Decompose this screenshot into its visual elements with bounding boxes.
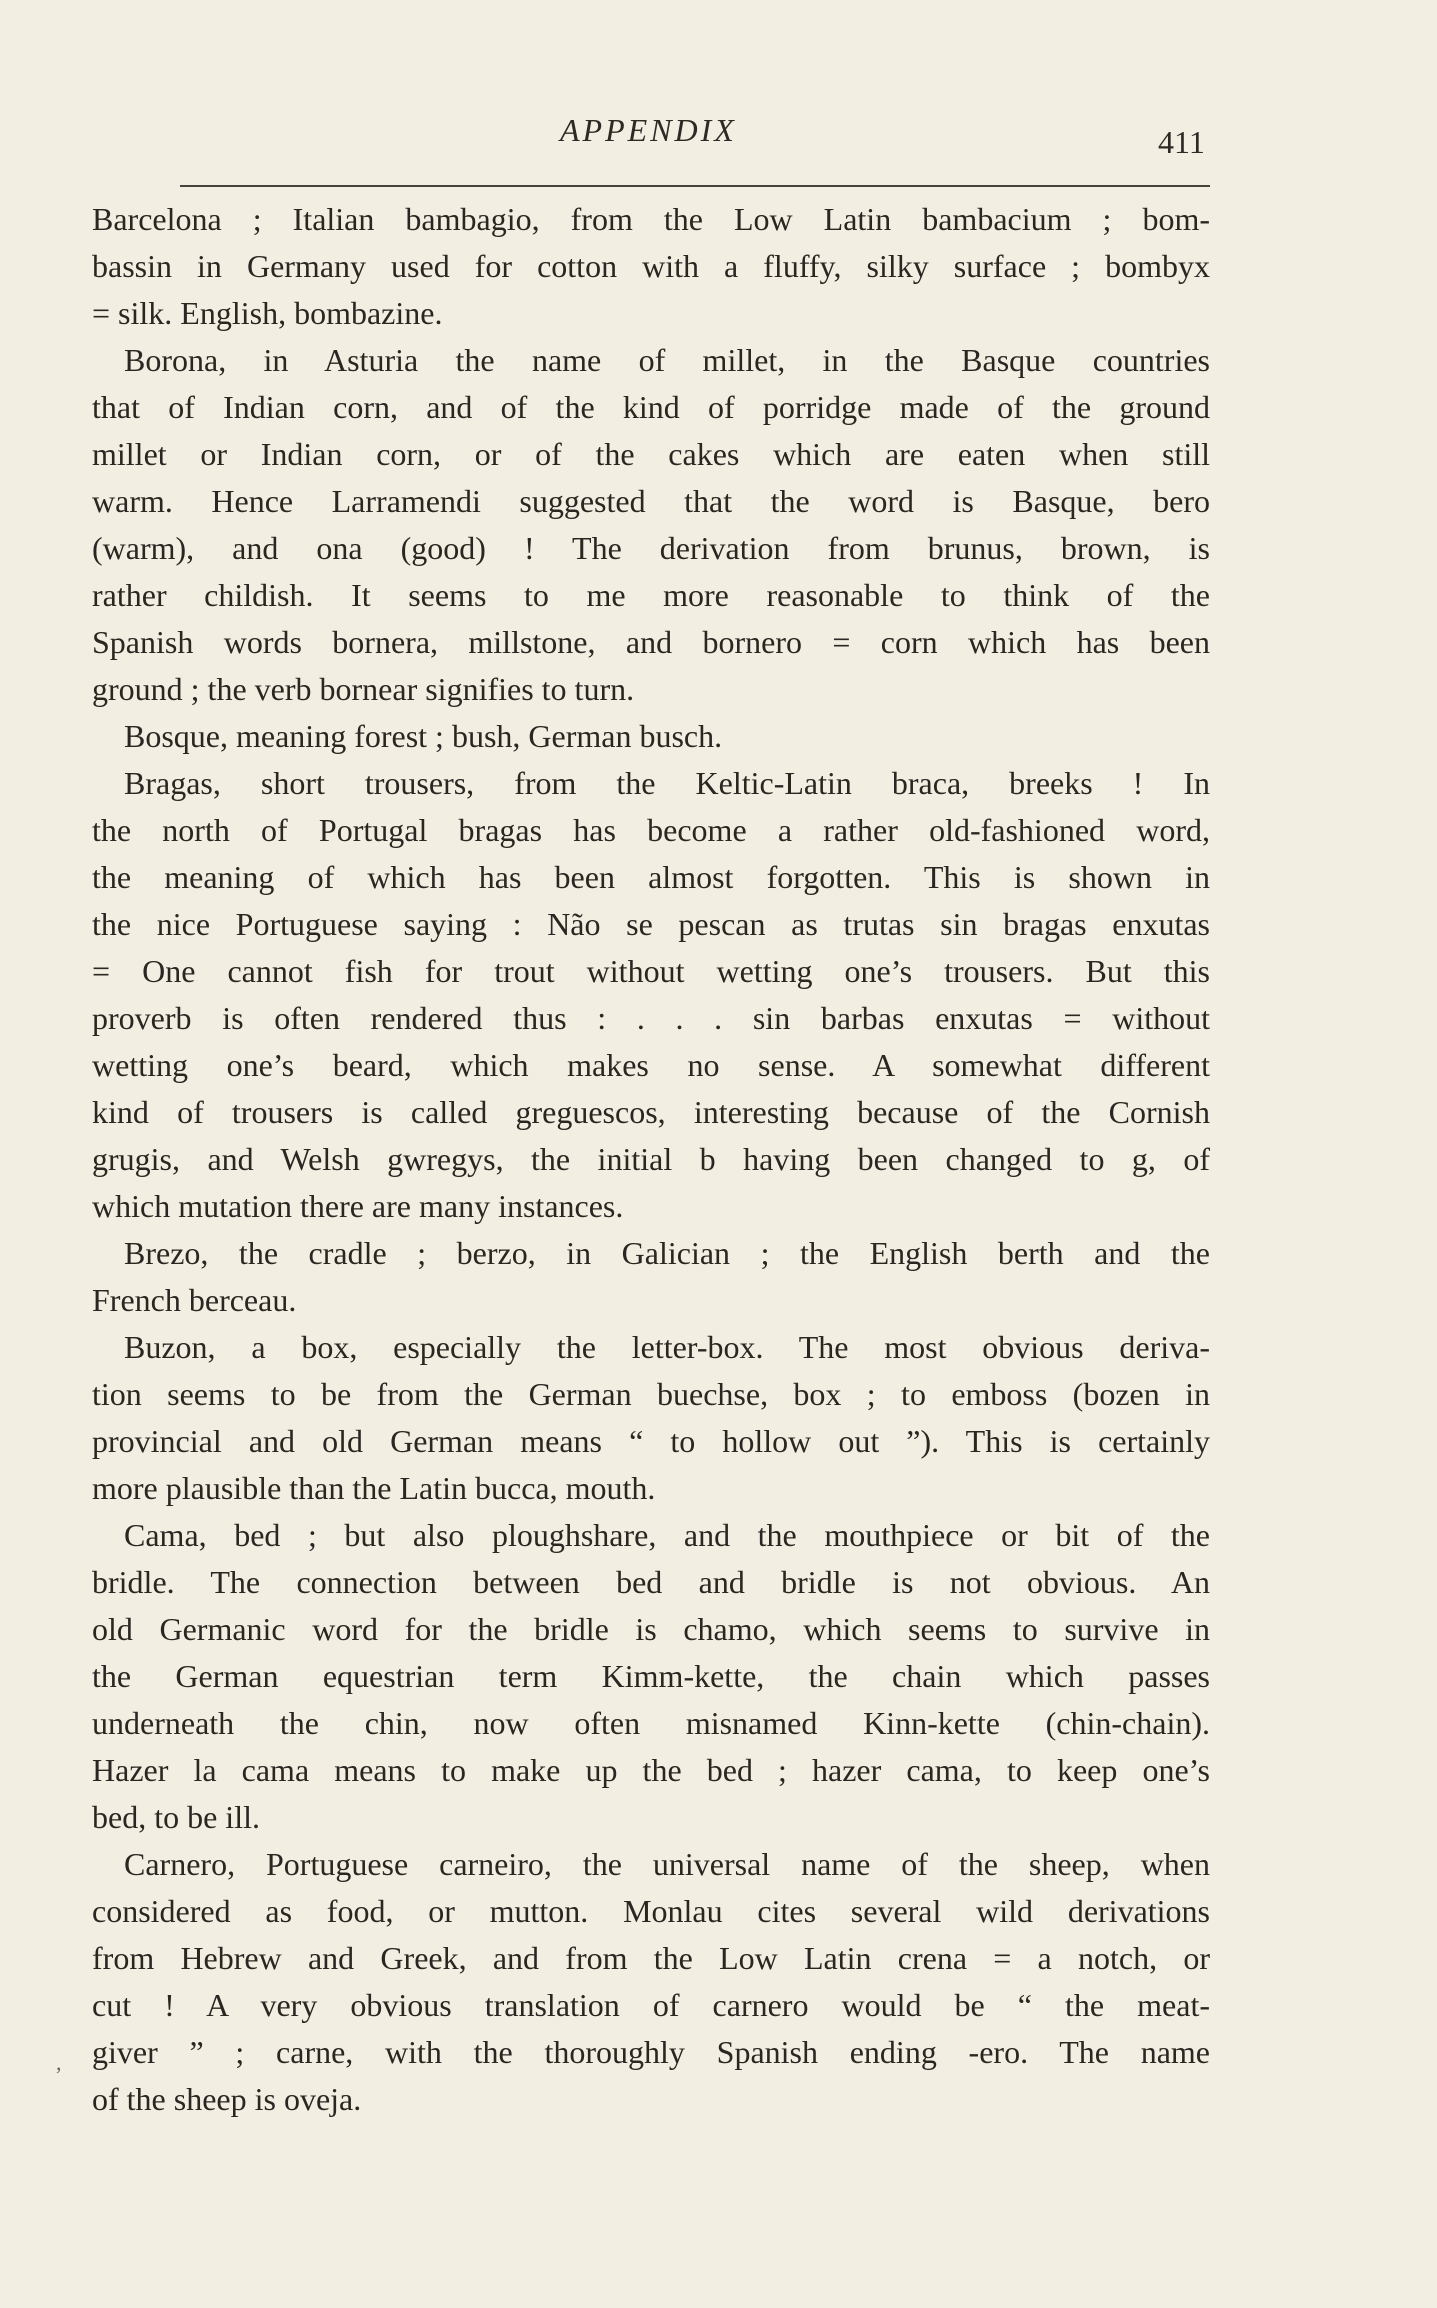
text-line: from Hebrew and Greek, and from the Low Latin crena = a notch, or: [92, 1940, 1210, 1976]
text-line: bassin in Germany used for cotton with a fluffy, silky surface ; bombyx: [92, 248, 1210, 284]
text-line: warm. Hence Larramendi suggested that the word is Basque, bero: [92, 483, 1210, 519]
entry-line-carnero: Carnero, Portuguese carneiro, the universal name of the sheep, when: [124, 1846, 1210, 1882]
text-line: bed, to be ill.: [92, 1799, 260, 1835]
text-line: the German equestrian term Kimm-kette, the chain which passes: [92, 1658, 1210, 1694]
header-rule: [180, 185, 1210, 187]
entry-line-brezo: Brezo, the cradle ; berzo, in Galician ; the English berth and the: [124, 1235, 1210, 1271]
text-line: kind of trousers is called greguescos, interesting because of the Cornish: [92, 1094, 1210, 1130]
body-text: [92, 196, 1210, 2123]
entry-line-borona: Borona, in Asturia the name of millet, in the Basque countries: [124, 342, 1210, 378]
entry-line-bosque: Bosque, meaning forest ; bush, German busch.: [124, 718, 723, 754]
text-line: the nice Portuguese saying : Não se pescan as trutas sin bragas enxutas: [92, 906, 1210, 942]
text-line: of the sheep is oveja.: [92, 2081, 362, 2117]
text-line: Hazer la cama means to make up the bed ; hazer cama, to keep one’s: [92, 1752, 1210, 1788]
text-line: (warm), and ona (good) ! The derivation from brunus, brown, is: [92, 530, 1210, 566]
running-title: APPENDIX: [560, 112, 737, 148]
text-line: grugis, and Welsh gwregys, the initial b having been changed to g, of: [92, 1141, 1210, 1177]
page-number: 411: [1158, 124, 1205, 160]
text-line: ground ; the verb bornear signifies to turn.: [92, 671, 635, 707]
text-line: more plausible than the Latin bucca, mouth.: [92, 1470, 656, 1506]
text-line: cut ! A very obvious translation of carnero would be “ the meat-: [92, 1987, 1210, 2023]
text-line: the meaning of which has been almost forgotten. This is shown in: [92, 859, 1210, 895]
text-line: = silk. English, bombazine.: [92, 295, 443, 331]
text-line: = One cannot fish for trout without wetting one’s trousers. But this: [92, 953, 1210, 989]
text-line: millet or Indian corn, or of the cakes which are eaten when still: [92, 436, 1210, 472]
text-line: proverb is often rendered thus : . . . sin barbas enxutas = without: [92, 1000, 1210, 1036]
text-line: the north of Portugal bragas has become a rather old-fashioned word,: [92, 812, 1210, 848]
text-line: underneath the chin, now often misnamed Kinn-kette (chin-chain).: [92, 1705, 1210, 1741]
text-line: rather childish. It seems to me more reasonable to think of the: [92, 577, 1210, 613]
text-line: which mutation there are many instances.: [92, 1188, 624, 1224]
text-line: Barcelona ; Italian bambagio, from the Low Latin bambacium ; bom-: [92, 201, 1210, 237]
text-line: French berceau.: [92, 1282, 297, 1318]
text-line: giver ” ; carne, with the thoroughly Spanish ending -ero. The name: [92, 2034, 1210, 2070]
text-line: tion seems to be from the German buechse, box ; to emboss (bozen in: [92, 1376, 1210, 1412]
margin-mark: ,: [56, 2050, 62, 2075]
text-line: considered as food, or mutton. Monlau cites several wild derivations: [92, 1893, 1210, 1929]
entry-line-buzon: Buzon, a box, especially the letter-box. The most obvious deriva-: [124, 1329, 1210, 1365]
entry-line-bragas: Bragas, short trousers, from the Keltic-Latin braca, breeks ! In: [124, 765, 1210, 801]
text-line: Spanish words bornera, millstone, and bornero = corn which has been: [92, 624, 1210, 660]
text-line: that of Indian corn, and of the kind of porridge made of the ground: [92, 389, 1210, 425]
entry-line-cama: Cama, bed ; but also ploughshare, and the mouthpiece or bit of the: [124, 1517, 1210, 1553]
text-line: old Germanic word for the bridle is chamo, which seems to survive in: [92, 1611, 1210, 1647]
text-line: wetting one’s beard, which makes no sense. A somewhat different: [92, 1047, 1210, 1083]
running-head: [0, 104, 1437, 164]
text-line: bridle. The connection between bed and bridle is not obvious. An: [92, 1564, 1210, 1600]
text-line: provincial and old German means “ to hollow out ”). This is certainly: [92, 1423, 1210, 1459]
